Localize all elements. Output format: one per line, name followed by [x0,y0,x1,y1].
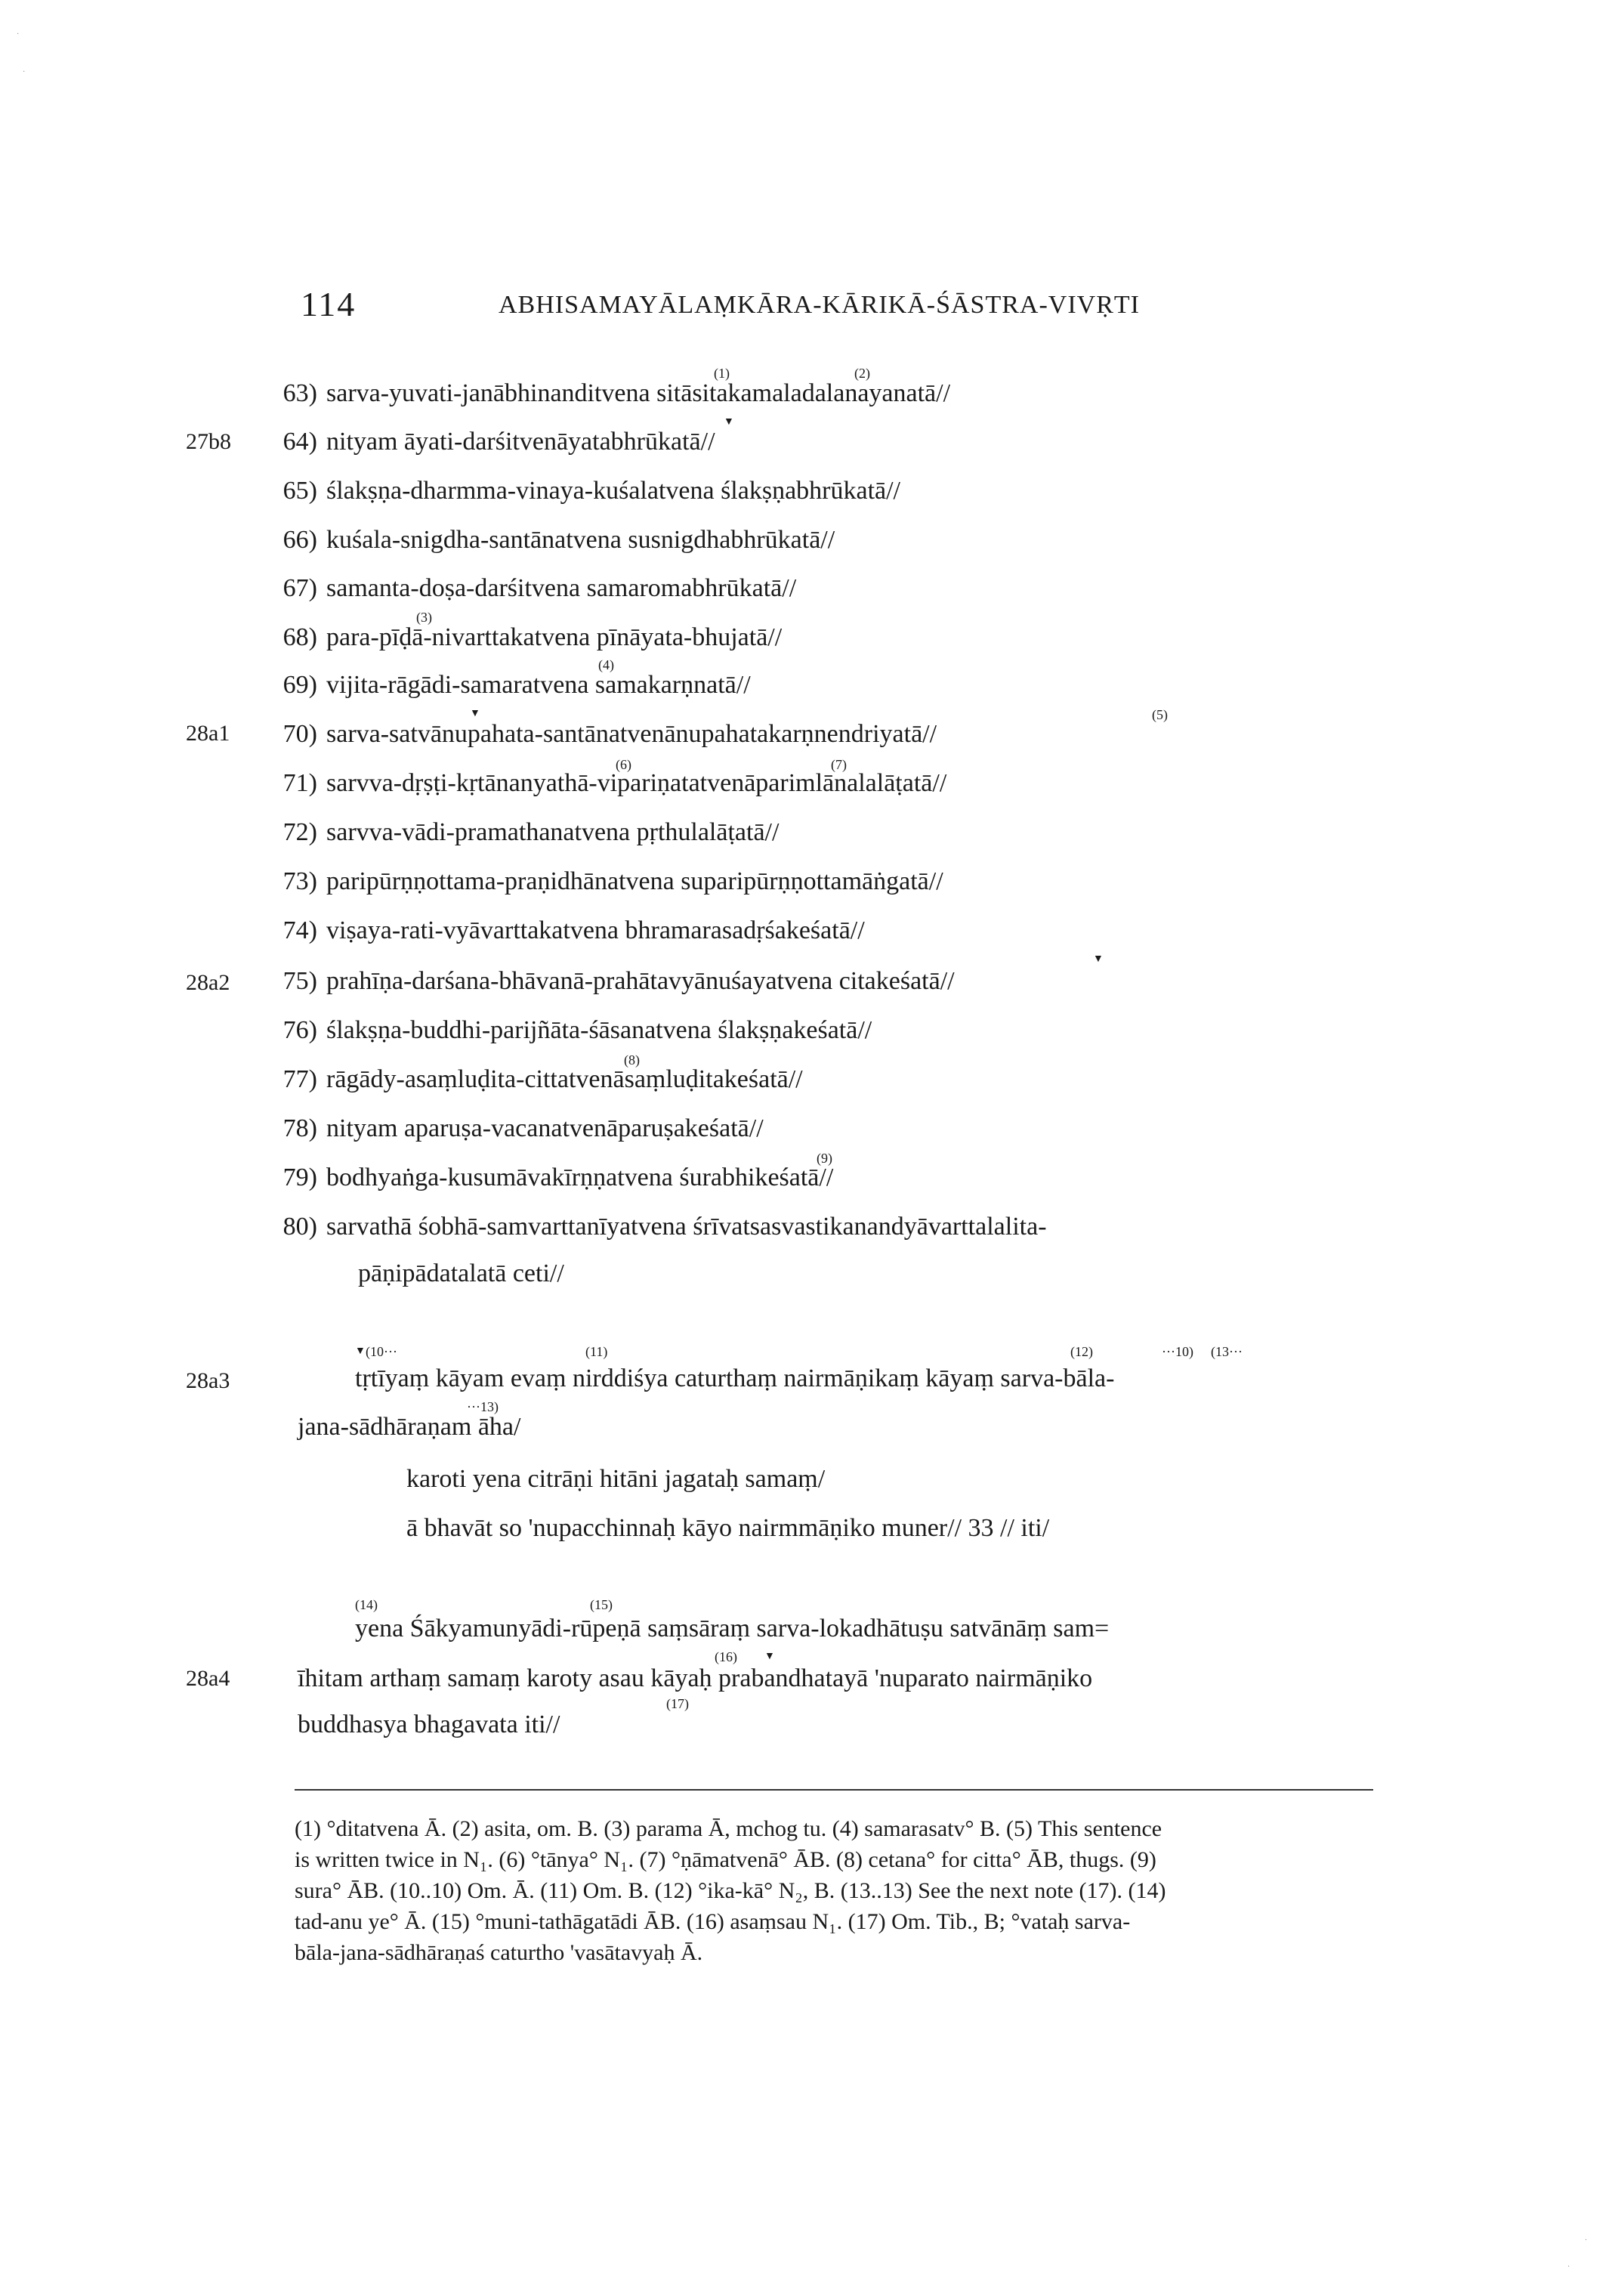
verse-number: 73) [283,867,317,895]
insertion-mark: ▼ [724,416,734,428]
note-mark-13-open: (13··· [1211,1344,1243,1359]
verse-text: viṣaya-rati-vyāvarttakatvena bhramarasadṛśakeśatā// [326,916,865,944]
verse-77 [273,1065,803,1094]
verse-64 [273,428,715,456]
karika-line: ā bhavāt so 'nupacchinnaḥ kāyo nairmmāṇiko muner// 33 // iti/ [406,1514,1050,1542]
insertion-mark: ▼ [355,1346,366,1357]
verse-number: 72) [283,818,317,846]
verse-68 [273,623,782,652]
note-mark-12: (12) [1070,1344,1093,1359]
verse-72 [273,818,779,847]
verse-text: sarva-satvānupahata-santānatvenānupahatakarṇnendriyatā// [326,720,937,748]
verse-number: 70) [283,720,317,748]
verse-66 [273,526,835,555]
note-mark-10-close: ···10) [1162,1344,1193,1359]
verse-number: 76) [283,1016,317,1044]
verse-text: sarvva-dṛṣṭi-kṛtānanyathā-vipariṇatatvenāparimlānalalāṭatā// [326,769,947,797]
note-mark-7: (7) [831,757,847,772]
verse-text: nityam aparuṣa-vacanatvenāparuṣakeśatā// [326,1114,764,1142]
note-mark-8: (8) [624,1052,640,1068]
karika-line: karoti yena citrāṇi hitāni jagataḥ samaṃ/ [406,1465,826,1493]
insertion-mark: ▼ [1093,953,1104,965]
note-mark-9: (9) [817,1151,832,1166]
note-mark-10-open: (10··· [366,1344,397,1359]
footnote-rule [295,1789,1373,1791]
verse-80-continuation: pāṇipādatalatā ceti// [358,1259,564,1287]
note-mark-1: (1) [714,366,730,381]
verse-number: 78) [283,1114,317,1142]
insertion-mark: ▼ [764,1651,775,1662]
verse-73 [273,867,943,896]
verse-number: 79) [283,1163,317,1191]
margin-ref-28a2: 28a2 [186,970,230,995]
note-mark-15: (15) [590,1597,613,1612]
note-mark-13-close: ···13) [467,1399,499,1414]
prose-line: īhitam arthaṃ samaṃ karoty asau kāyaḥ prabandhatayā 'nuparato nairmāṇiko [298,1664,1093,1692]
note-mark-16: (16) [715,1649,737,1664]
verse-text: vijita-rāgādi-samaratvena samakarṇnatā// [326,671,751,699]
verse-number: 63) [283,379,317,407]
note-mark-5: (5) [1152,707,1168,722]
verse-80 [273,1213,1047,1241]
verse-65 [273,477,900,505]
verse-text: paripūrṇṇottama-praṇidhānatvena suparipūrṇṇottamāṅgatā// [326,867,943,895]
note-mark-6: (6) [616,757,631,772]
verse-number: 80) [283,1213,317,1241]
verse-70 [273,720,937,749]
prose-line: yena Śākyamunyādi-rūpeṇā saṃsāraṃ sarva-lokadhātuṣu satvānāṃ sam= [355,1615,1110,1642]
verse-71 [273,769,946,798]
verse-number: 64) [283,428,317,456]
scan-speck: · [17,30,20,39]
footnote-line: is written twice in N₁. (6) °tānya° N₁. (7) °ṇāmatvenā° ĀB. (8) cetana° for citta° ĀB, thugs. (9) [295,1847,1156,1872]
verse-number: 65) [283,477,317,505]
verse-text: rāgādy-asaṃluḍita-cittatvenāsaṃluḍitakeśatā// [326,1065,803,1093]
note-mark-4: (4) [598,657,614,672]
footnotes [295,1813,1382,1968]
verse-text: ślakṣṇa-buddhi-parijñāta-śāsanatvena ślakṣṇakeśatā// [326,1016,872,1044]
running-title: ABHISAMAYĀLAṂKĀRA-KĀRIKĀ-ŚĀSTRA-VIVṚTI [499,291,1140,319]
verse-75 [273,967,955,996]
verse-text: sarvva-vādi-pramathanatvena pṛthulalāṭatā// [326,818,780,846]
prose-line: buddhasya bhagavata iti// [298,1710,560,1738]
verse-number: 67) [283,574,317,602]
verse-text: bodhyaṅga-kusumāvakīrṇṇatvena śurabhikeśatā// [326,1163,834,1191]
margin-ref-27b8: 27b8 [186,429,231,454]
margin-ref-28a4: 28a4 [186,1666,230,1691]
prose-line: jana-sādhāraṇam āha/ [298,1413,521,1441]
verse-text: ślakṣṇa-dharmma-vinaya-kuśalatvena ślakṣṇabhrūkatā// [326,477,901,505]
verse-number: 68) [283,623,317,651]
scan-speck: · [1567,2263,1570,2271]
note-mark-11: (11) [585,1344,608,1359]
note-mark-14: (14) [355,1597,378,1612]
verse-number: 66) [283,526,317,554]
verse-number: 69) [283,671,317,699]
note-mark-2: (2) [854,366,870,381]
verse-63 [273,379,950,408]
verse-69 [273,671,751,700]
margin-ref-28a3: 28a3 [186,1368,230,1393]
footnote-line: sura° ĀB. (10..10) Om. Ā. (11) Om. B. (12) °ika-kā° N₂, B. (13..13) See the next note (17). (14) [295,1878,1166,1903]
scan-speck: · [1585,2236,1588,2245]
scan-speck: · [23,68,26,76]
verse-text: kuśala-snigdha-santānatvena susnigdhabhrūkatā// [326,526,835,554]
verse-text: samanta-doṣa-darśitvena samaromabhrūkatā// [326,574,797,602]
verse-text: sarva-yuvati-janābhinanditvena sitāsitakamaladalanayanatā// [326,379,951,407]
page-number: 114 [301,285,357,323]
verse-67 [273,574,796,603]
verse-78 [273,1114,764,1143]
verse-number: 75) [283,967,317,995]
verse-74 [273,916,865,945]
prose-line: tṛtīyaṃ kāyam evaṃ nirddiśya caturthaṃ nairmāṇikaṃ kāyaṃ sarva-bāla- [355,1364,1115,1392]
footnote-line: bāla-jana-sādhāraṇaś caturtho 'vasātavyaḥ Ā. [295,1940,703,1965]
verse-text: para-pīḍā-nivarttakatvena pīnāyata-bhujatā// [326,623,783,651]
verse-79 [273,1163,833,1192]
note-mark-17: (17) [666,1696,689,1711]
verse-text: sarvathā śobhā-samvarttanīyatvena śrīvatsasvastikanandyāvarttalalita- [326,1213,1047,1241]
verse-number: 77) [283,1065,317,1093]
margin-ref-28a1: 28a1 [186,721,230,746]
verse-text: nityam āyati-darśitvenāyatabhrūkatā// [326,428,715,456]
verse-number: 74) [283,916,317,944]
insertion-mark: ▼ [470,708,480,719]
verse-text: prahīṇa-darśana-bhāvanā-prahātavyānuśayatvena citakeśatā// [326,967,955,995]
footnote-line: tad-anu ye° Ā. (15) °muni-tathāgatādi ĀB. (16) asaṃsau N₁. (17) Om. Tib., B; °vataḥ sarva- [295,1909,1131,1934]
verse-76 [273,1016,872,1045]
footnote-line: (1) °ditatvena Ā. (2) asita, om. B. (3) parama Ā, mchog tu. (4) samarasatv° B. (5) This sentence [295,1816,1162,1841]
note-mark-3: (3) [416,610,432,625]
verse-number: 71) [283,769,317,797]
